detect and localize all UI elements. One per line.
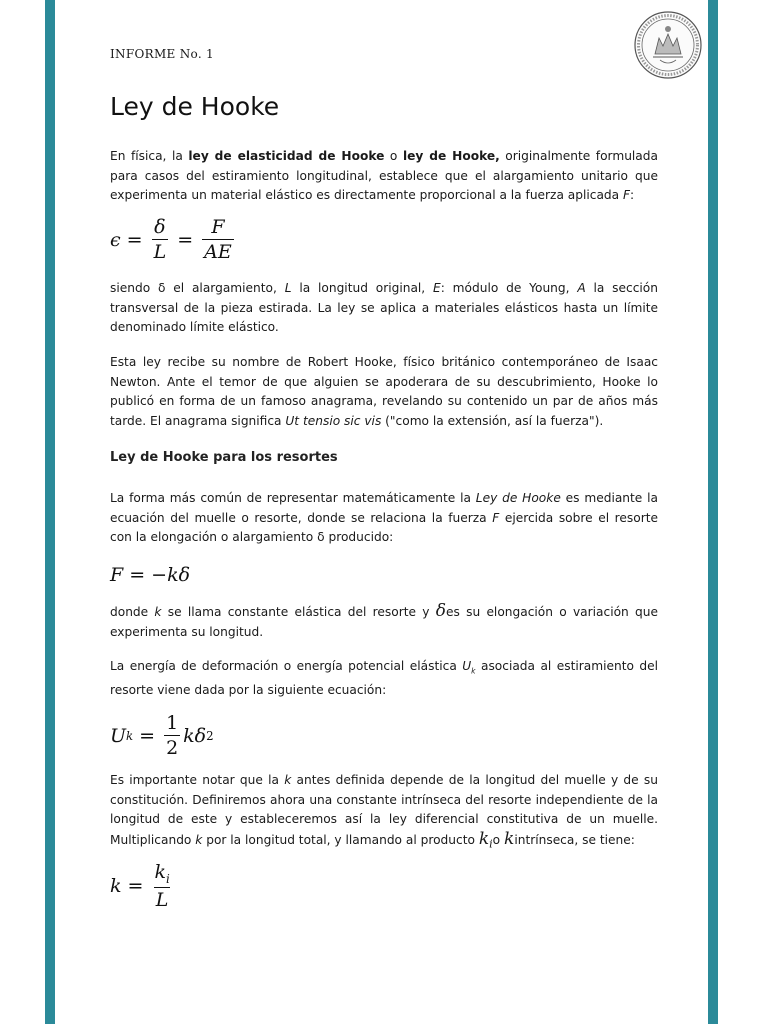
paragraph-intro: En física, la ley de elasticidad de Hooke o ley de Hooke, originalmente formulada para casos del estiramiento longitudinal, establece que el alargamiento unitario que experimenta un material elástico es directamente proporcional a la fuerza aplicada F: — [110, 149, 658, 202]
paragraph-constant: donde k se llama constante elástica del resorte y δes su elongación o variación que experimenta su longitud. — [110, 601, 659, 639]
equation-spring-force: F = −kδ — [110, 564, 191, 586]
right-accent-bar — [708, 0, 718, 1024]
university-seal-icon — [633, 10, 703, 80]
paragraph-energy: La energía de deformación o energía potencial elástica $U_k$ asociada al estiramiento del resorte viene dada por la siguiente ecuación: — [110, 659, 658, 697]
paragraph-definitions: siendo δ el alargamiento, L la longitud original, E: módulo de Young, A la sección transversal de la pieza estirada. La ley se aplica a materiales elásticos hasta un límite denominado límite elástico. — [110, 281, 658, 334]
paragraph-intrinsic: Es importante notar que la k antes definida depende de la longitud del muelle y de su constitución. Definiremos ahora una constante intrínseca del resorte independiente de la longitud de este y estableceremos así la ley diferencial constitutiva de un muelle. Multiplicando k por la longitud total, y llamando al producto $k_io$ kintrínseca, se tiene: — [110, 773, 658, 850]
paragraph-history: Esta ley recibe su nombre de Robert Hooke, físico británico contemporáneo de Isaac Newton. Ante el temor de que alguien se apoderara de su descubrimiento, Hooke lo publicó en forma de un famoso anagrama, revelando su contenido un par de años más tarde. El anagrama significa Ut tensio sic vis ("como la extensión, así la fuerza"). — [110, 355, 658, 428]
paragraph-spring: La forma más común de representar matemáticamente la Ley de Hooke es mediante la ecuación del muelle o resorte, donde se relaciona la fuerza F ejercida sobre el resorte con la elongación o alargamiento δ producido: — [110, 491, 659, 544]
equation-strain: ϵ = $\frac{\delta}{L}$ = $\frac{F}{AE}$ — [110, 216, 232, 263]
equation-intrinsic-constant: k = $\frac{k_i}{L}$ — [110, 861, 170, 911]
report-label: INFORME No. 1 — [110, 47, 214, 61]
page-title: Ley de Hooke — [110, 92, 280, 121]
equation-elastic-energy: U k = $\frac{1}{2}$ kδ 2 — [110, 712, 214, 759]
section-heading: Ley de Hooke para los resortes — [110, 450, 338, 465]
left-accent-bar — [45, 0, 55, 1024]
